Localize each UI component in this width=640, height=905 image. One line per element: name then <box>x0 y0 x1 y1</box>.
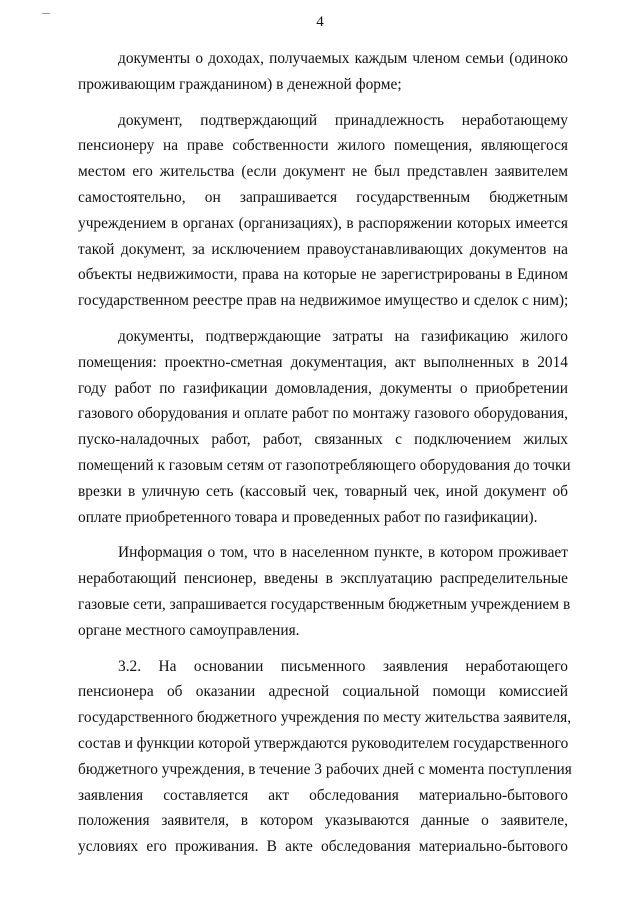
text-line: объекты недвижимости, права на которые не зарегистрированы в Едином <box>78 266 568 284</box>
text-line: помещения: проектно-сметная документация, акт выполненных в 2014 <box>78 353 568 371</box>
text-line: условиях его проживания. В акте обследования материально-бытового <box>78 838 568 856</box>
text-line: бюджетного учреждения, в течение 3 рабочих дней с момента поступления <box>78 760 572 778</box>
text-line: газовые сети, запрашивается государственным бюджетным учреждением в <box>78 595 571 613</box>
paragraph-gap <box>78 644 568 654</box>
text-line: неработающий пенсионер, введены в эксплуатацию распределительные <box>78 570 568 588</box>
text-line: документ, подтверждающий принадлежность неработающему <box>118 111 568 129</box>
text-line: газового оборудования и оплате работ по монтажу газового оборудования, <box>78 405 568 423</box>
text-line: заявления составляется акт обследования материально-бытового <box>78 786 568 804</box>
text-line: государственном реестре прав на недвижимое имущество и сделок с ним); <box>78 292 569 310</box>
paragraph <box>78 46 568 98</box>
text-line: местом его жительства (если документ не был представлен заявителем <box>78 163 568 181</box>
text-line: состав и функции которой утверждаются руководителем государственного <box>78 734 569 752</box>
text-line: 3.2. На основании письменного заявления неработающего <box>118 657 568 675</box>
text-line: пенсионера об оказании адресной социальной помощи комиссией <box>78 683 568 701</box>
text-line: органе местного самоуправления. <box>78 621 300 639</box>
text-line: оплате приобретенного товара и проведенных работ по газификации). <box>78 508 538 526</box>
paragraph <box>78 108 568 314</box>
text-line: документы о доходах, получаемых каждым членом семьи (одиноко <box>118 50 568 67</box>
page-number: 4 <box>316 14 324 30</box>
text-line: году работ по газификации домовладения, документы о приобретении <box>78 379 568 397</box>
text-line: проживающим гражданином) в денежной форме; <box>78 75 402 93</box>
paragraph-gap <box>78 530 568 540</box>
paragraph <box>78 654 572 860</box>
text-line: положения заявителя, в котором указываются данные о заявителе, <box>78 812 568 830</box>
text-line: Информация о том, что в населенном пункте, в котором проживает <box>118 544 568 562</box>
text-line: учреждением в органах (организациях), в распоряжении которых имеется <box>78 214 568 232</box>
paragraph <box>78 540 571 643</box>
paragraph-gap <box>78 314 568 324</box>
text-line: государственного бюджетного учреждения по месту жительства заявителя, <box>78 709 572 727</box>
text-line: врезки в уличную сеть (кассовый чек, товарный чек, иной документ об <box>78 482 568 500</box>
text-line: документы, подтверждающие затраты на газификацию жилого <box>118 327 568 345</box>
text-line: самостоятельно, он запрашивается государственным бюджетным <box>78 188 568 206</box>
text-line: такой документ, за исключением правоустанавливающих документов на <box>78 240 568 258</box>
document-body <box>78 46 572 860</box>
text-line: пуско-наладочных работ, работ, связанных с подключением жилых <box>78 431 568 449</box>
paragraph <box>78 324 571 530</box>
text-line: помещений к газовым сетям от газопотребляющего оборудования до точки <box>78 456 571 474</box>
paragraph-gap <box>78 98 568 108</box>
text-line: пенсионеру на праве собственности жилого помещения, являющегося <box>78 137 568 155</box>
